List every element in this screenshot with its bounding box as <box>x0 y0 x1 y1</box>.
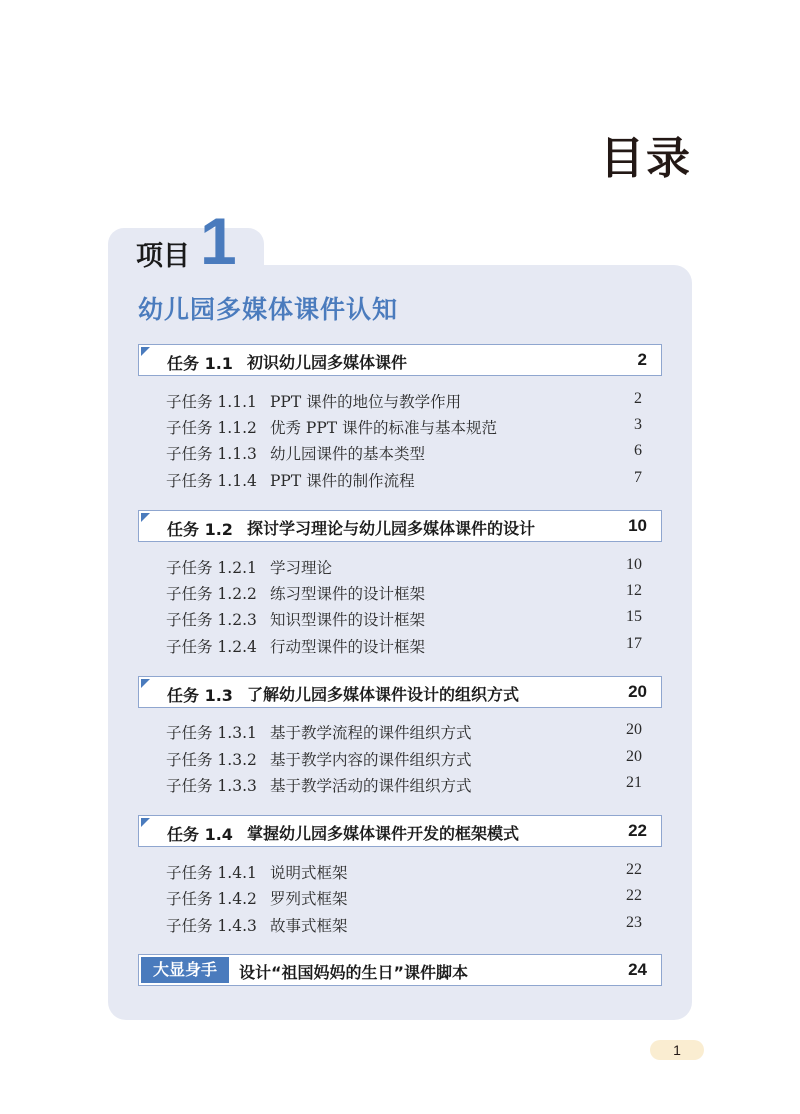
corner-marker-icon <box>141 347 150 356</box>
subtask-page: 6 <box>634 442 642 459</box>
subtask-title: 故事式框架 <box>270 917 348 935</box>
subtask-page: 12 <box>626 582 642 599</box>
subtask-entry[interactable] <box>166 914 642 936</box>
task-page: 10 <box>628 516 647 535</box>
subtask-entry[interactable] <box>166 556 642 578</box>
task-number: 任务 1.3 <box>167 686 233 705</box>
subtask-entry[interactable] <box>166 416 642 438</box>
page-title: 目录 <box>600 133 692 184</box>
subtask-title: 罗列式框架 <box>270 890 348 908</box>
subtask-entry[interactable] <box>166 608 642 630</box>
subtask-number: 子任务 1.2.3 <box>166 611 257 629</box>
subtask-title: 基于教学流程的课件组织方式 <box>270 724 472 742</box>
showcase-entry[interactable] <box>138 954 662 986</box>
subtask-title: 说明式框架 <box>270 864 348 882</box>
subtask-number: 子任务 1.2.2 <box>166 585 257 603</box>
task-entry[interactable] <box>138 510 662 542</box>
subtask-number: 子任务 1.1.4 <box>166 472 257 490</box>
project-number: 1 <box>200 204 237 278</box>
subtask-number: 子任务 1.3.2 <box>166 751 257 769</box>
subtask-page: 2 <box>634 390 642 407</box>
subtask-number: 子任务 1.4.3 <box>166 917 257 935</box>
subtask-number: 子任务 1.1.2 <box>166 419 257 437</box>
showcase-badge: 大显身手 <box>141 957 229 983</box>
showcase-title: 设计“祖国妈妈的生日”课件脚本 <box>239 963 469 982</box>
project-label: 项目 <box>136 241 190 272</box>
subtask-page: 21 <box>626 774 642 791</box>
subtask-number: 子任务 1.3.3 <box>166 777 257 795</box>
page-number: 1 <box>650 1040 704 1060</box>
task-number: 任务 1.1 <box>167 354 233 373</box>
subtask-number: 子任务 1.3.1 <box>166 724 257 742</box>
subtask-entry[interactable] <box>166 774 642 796</box>
task-title: 掌握幼儿园多媒体课件开发的框架模式 <box>247 824 520 843</box>
subtask-entry[interactable] <box>166 582 642 604</box>
task-page: 22 <box>628 821 647 840</box>
task-entry[interactable] <box>138 676 662 708</box>
subtask-page: 22 <box>626 861 642 878</box>
subtask-page: 10 <box>626 556 642 573</box>
corner-marker-icon <box>141 513 150 522</box>
subtask-title: 优秀 PPT 课件的标准与基本规范 <box>270 419 498 437</box>
subtask-number: 子任务 1.1.3 <box>166 445 257 463</box>
subtask-title: 学习理论 <box>270 559 333 577</box>
task-number: 任务 1.4 <box>167 825 233 844</box>
subtask-title: PPT 课件的制作流程 <box>270 472 415 490</box>
task-page: 20 <box>628 682 647 701</box>
task-title: 探讨学习理论与幼儿园多媒体课件的设计 <box>247 519 536 538</box>
subtask-title: 练习型课件的设计框架 <box>270 585 426 603</box>
subtask-title: 基于教学活动的课件组织方式 <box>270 777 472 795</box>
subtask-page: 22 <box>626 887 642 904</box>
subtask-entry[interactable] <box>166 390 642 412</box>
subtask-number: 子任务 1.4.2 <box>166 890 257 908</box>
subtask-page: 15 <box>626 608 642 625</box>
subtask-title: PPT 课件的地位与教学作用 <box>270 393 462 411</box>
task-title: 了解幼儿园多媒体课件设计的组织方式 <box>247 685 520 704</box>
subtask-title: 幼儿园课件的基本类型 <box>270 445 426 463</box>
subtask-page: 3 <box>634 416 642 433</box>
subtask-number: 子任务 1.2.4 <box>166 638 257 656</box>
subtask-number: 子任务 1.2.1 <box>166 559 257 577</box>
subtask-number: 子任务 1.4.1 <box>166 864 257 882</box>
subtask-title: 基于教学内容的课件组织方式 <box>270 751 472 769</box>
subtask-entry[interactable] <box>166 721 642 743</box>
corner-marker-icon <box>141 679 150 688</box>
subtask-page: 23 <box>626 914 642 931</box>
subtask-number: 子任务 1.1.1 <box>166 393 257 411</box>
subtask-page: 20 <box>626 748 642 765</box>
project-title: 幼儿园多媒体课件认知 <box>138 295 399 324</box>
subtask-entry[interactable] <box>166 748 642 770</box>
subtask-entry[interactable] <box>166 469 642 491</box>
subtask-entry[interactable] <box>166 887 642 909</box>
subtask-page: 7 <box>634 469 642 486</box>
subtask-title: 知识型课件的设计框架 <box>270 611 426 629</box>
corner-marker-icon <box>141 818 150 827</box>
showcase-page: 24 <box>628 960 647 979</box>
subtask-page: 20 <box>626 721 642 738</box>
task-page: 2 <box>637 350 647 369</box>
task-entry[interactable] <box>138 815 662 847</box>
task-number: 任务 1.2 <box>167 520 233 539</box>
task-title: 初识幼儿园多媒体课件 <box>247 353 408 372</box>
subtask-entry[interactable] <box>166 861 642 883</box>
subtask-title: 行动型课件的设计框架 <box>270 638 426 656</box>
subtask-page: 17 <box>626 635 642 652</box>
subtask-entry[interactable] <box>166 635 642 657</box>
task-entry[interactable] <box>138 344 662 376</box>
subtask-entry[interactable] <box>166 442 642 464</box>
